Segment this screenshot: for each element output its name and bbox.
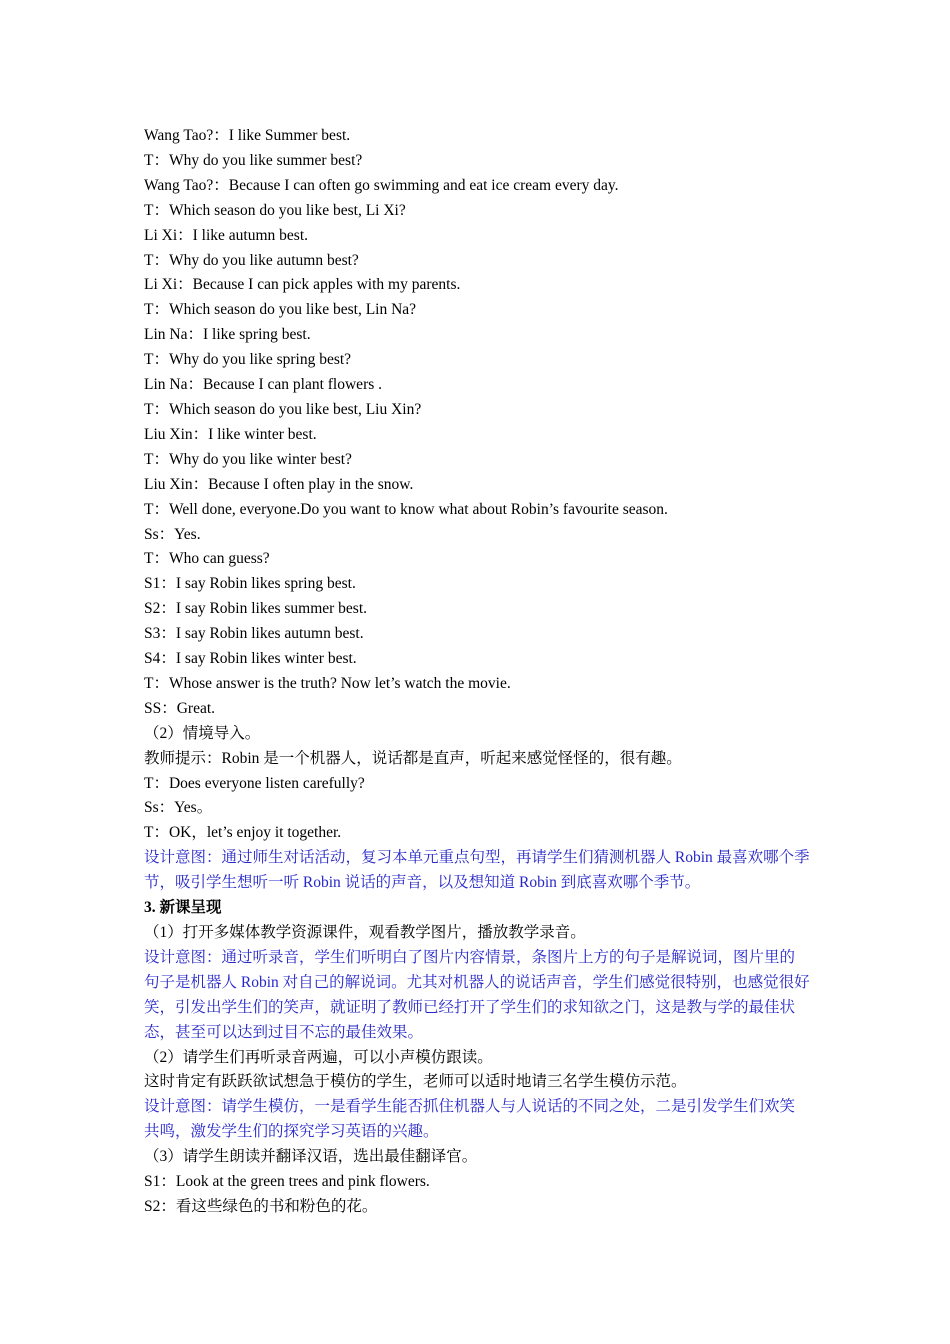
dialogue-line: T：Does everyone listen carefully? (144, 774, 365, 792)
dialogue-line: T：Why do you like autumn best? (144, 251, 359, 269)
dialogue-line: T：Which season do you like best, Li Xi? (144, 201, 406, 219)
dialogue-line: T：Which season do you like best, Lin Na? (144, 301, 417, 319)
dialogue-line: T：Well done, everyone.Do you want to know what about Robin’s favourite season. (144, 500, 668, 518)
dialogue-line: S2：看这些绿色的书和粉色的花。 (144, 1197, 378, 1215)
step-heading: （2）情境导入。 (144, 724, 261, 742)
dialogue-line: T：Which season do you like best, Liu Xin? (144, 400, 422, 418)
dialogue-line: T：OK，let’s enjoy it together. (144, 824, 342, 842)
dialogue-line: T：Why do you like summer best? (144, 151, 363, 169)
design-intent-note: 设计意图：通过听录音，学生们听明白了图片内容情景，条图片上方的句子是解说词，图片里的句子是机器人 Robin 对自己的解说词。尤其对机器人的说话声音，学生们感觉很特别，也感觉很好笑，引发出学生们的笑声，就证明了教师已经打开了学生们的求知欲之门，这是教与学的最佳状态，甚至可以达到过目不忘的最佳效果。 (144, 948, 810, 1041)
dialogue-line: SS：Great. (144, 699, 216, 717)
dialogue-line: Wang Tao?：I like Summer best. (144, 127, 351, 144)
dialogue-line: Wang Tao?：Because I can often go swimming and eat ice cream every day. (144, 176, 619, 194)
dialogue-line: Liu Xin：Because I often play in the snow. (144, 475, 414, 493)
dialogue-line: T：Who can guess? (144, 550, 270, 568)
design-intent-note: 设计意图：请学生模仿，一是看学生能否抓住机器人与人说话的不同之处，二是引发学生们欢笑共鸣，激发学生们的探究学习英语的兴趣。 (144, 1098, 796, 1141)
dialogue-line: Li Xi：I like autumn best. (144, 226, 309, 244)
dialogue-line: S3：I say Robin likes autumn best. (144, 625, 364, 643)
dialogue-line: S2：I say Robin likes summer best. (144, 600, 368, 618)
dialogue-line: T：Why do you like winter best? (144, 450, 352, 468)
instruction-line: 这时肯定有跃跃欲试想急于模仿的学生，老师可以适时地请三名学生模仿示范。 (144, 1073, 687, 1091)
step-heading: （1）打开多媒体教学资源课件，观看教学图片，播放教学录音。 (144, 924, 586, 941)
dialogue-line: Ss：Yes。 (144, 799, 213, 817)
dialogue-line: S4：I say Robin likes winter best. (144, 650, 357, 668)
dialogue-line: Ss：Yes. (144, 525, 201, 543)
dialogue-line: Liu Xin：I like winter best. (144, 425, 317, 443)
step-heading: （2）请学生们再听录音两遍，可以小声模仿跟读。 (144, 1048, 493, 1066)
dialogue-line: S1：Look at the green trees and pink flowers. (144, 1173, 430, 1191)
dialogue-line: Li Xi：Because I can pick apples with my parents. (144, 276, 461, 294)
dialogue-line: T：Why do you like spring best? (144, 351, 352, 369)
step-heading: （3）请学生朗读并翻译汉语，选出最佳翻译官。 (144, 1148, 478, 1166)
document-body (144, 124, 810, 1220)
dialogue-line: Lin Na：Because I can plant flowers . (144, 376, 383, 394)
dialogue-line: S1：I say Robin likes spring best. (144, 575, 356, 593)
section-heading: 3. 新课呈现 (144, 899, 222, 917)
teacher-tip: 教师提示：Robin 是一个机器人，说话都是直声，听起来感觉怪怪的，很有趣。 (144, 749, 682, 767)
design-intent-note: 设计意图：通过师生对话活动，复习本单元重点句型，再请学生们猜测机器人 Robin 最喜欢哪个季节，吸引学生想听一听 Robin 说话的声音，以及想知道 Robin 到底喜欢哪个季节。 (144, 849, 810, 892)
dialogue-line: T：Whose answer is the truth? Now let’s watch the movie. (144, 674, 511, 692)
dialogue-line: Lin Na：I like spring best. (144, 326, 311, 344)
